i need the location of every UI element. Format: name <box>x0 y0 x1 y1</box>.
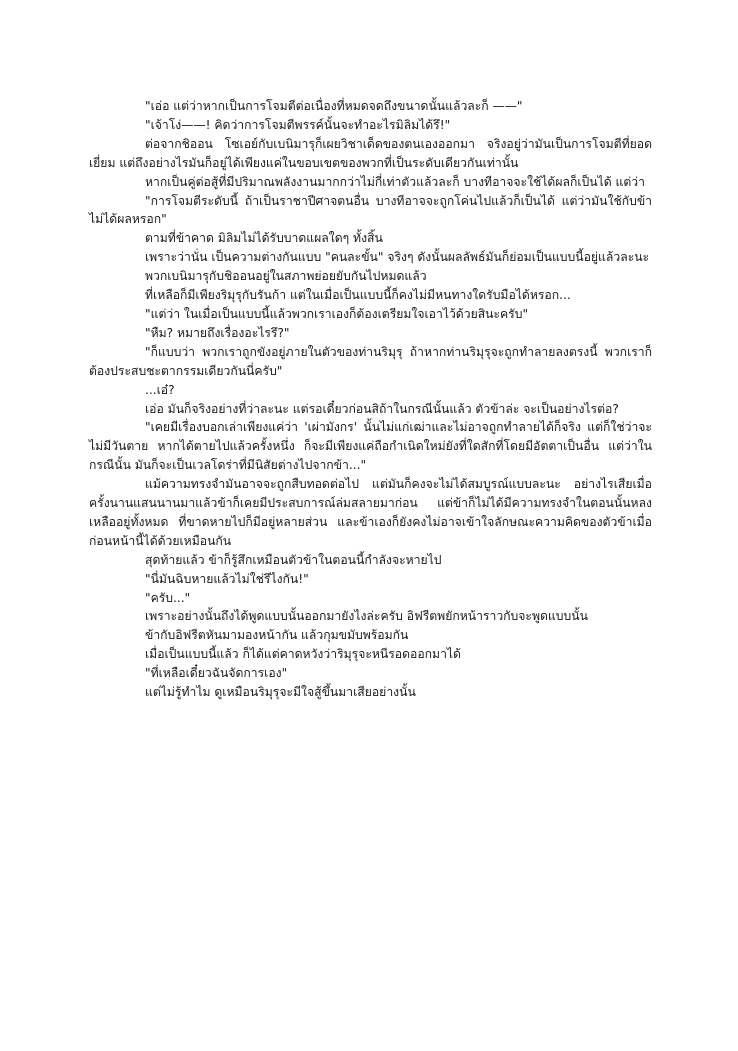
paragraph: เมื่อเป็นแบบนี้แล้ว ก็ได้แต่คาดหวังว่าริมุรุจะหนีรอดออกมาได้ <box>145 647 461 662</box>
paragraph: ข้ากับอิฟรีตหันมามองหน้ากัน แล้วกุมขมับพร้อมกัน <box>145 628 409 643</box>
paragraph: แต่ไม่รู้ทำไม ดูเหมือนริมุรุจะมีใจสู้ขึ้นมาเสียอย่างนั้น <box>145 685 416 700</box>
paragraph: หากเป็นคู่ต่อสู้ที่มีปริมาณพลังงานมากกว่าไม่กี่เท่าตัวแล้วละก็ บางทีอาจจะใช้ได้ผลก็เป็นได้ แต่ว่า <box>145 174 645 189</box>
paragraph: "ที่เหลือเดี๋ยวฉันจัดการเอง" <box>145 666 288 681</box>
paragraph: "ก็แบบว่า พวกเราถูกขังอยู่ภายในตัวของท่านริมุรุ ถ้าหากท่านริมุรุจะถูกทำลายลงตรงนี้ พวกเราก็ต้องประสบชะตากรรมเดียวกันนี่ครับ" <box>89 344 652 378</box>
paragraph: "นี่มันฉิบหายแล้วไม่ใช่รึไงกัน!" <box>145 571 309 586</box>
paragraph: "ครับ..." <box>145 590 191 605</box>
paragraph: ต่อจากชิออน โซเอย์กับเบนิมารุก็เผยวิชาเด็ดของตนเองออกมา จริงอยู่ว่ามันเป็นการโจมตีที่ยอดเยี่ยม แต่ถึงอย่างไรมันก็อยู่ได้เพียงแค่ในขอบเขตของพวกที่เป็นระดับเดียวกันเท่านั้น <box>89 136 652 170</box>
paragraph: ตามที่ข้าคาด มิลิมไม่ได้รับบาดแผลใดๆ ทั้งสิ้น <box>145 231 383 246</box>
paragraph: เอ่อ มันก็จริงอย่างที่ว่าละนะ แต่รอเดี๋ยวก่อนสิถ้าในกรณีนั้นแล้ว ตัวข้าล่ะ จะเป็นอย่างไรต่อ? <box>145 401 619 416</box>
paragraph: ...เอ๋? <box>145 382 175 397</box>
body-text <box>89 97 652 702</box>
paragraph: "แต่ว่า ในเมื่อเป็นแบบนี้แล้วพวกเราเองก็ต้องเตรียมใจเอาไว้ด้วยสินะครับ" <box>145 306 529 321</box>
paragraph: เพราะว่านั่น เป็นความต่างกันแบบ "คนละขั้น" จริงๆ ดังนั้นผลลัพธ์มันก็ย่อมเป็นแบบนี้อยู่แล้วละนะ <box>145 250 650 265</box>
paragraph: เพราะอย่างนั้นถึงได้พูดแบบนั้นออกมายังไงล่ะครับ อิฟรีตพยักหน้าราวกับจะพูดแบบนั้น <box>145 609 588 624</box>
paragraph: "เคยมีเรื่องบอกเล่าเพียงแค่ว่า 'เผ่ามังกร' นั้นไม่แก่เฒ่าและไม่อาจถูกทำลายได้ก็จริง แต่ก็ใช่ว่าจะไม่มีวันตาย หากได้ตายไปแล้วครั้งหนึ่ง ก็จะมีเพียงแค่ถือกำเนิดใหม่ยังที่ใดสักที่โดยมีอัตตาเป็นอื่น แต่ว่าในกรณีนั้น มันก็จะเป็นเวลโดร่าที่มีนิสัยต่างไปจากข้า..." <box>89 420 652 473</box>
paragraph: "เจ้าโง่——! คิดว่าการโจมตีพรรค์นั้นจะทำอะไรมิลิมได้รึ!" <box>145 117 451 132</box>
paragraph: สุดท้ายแล้ว ข้าก็รู้สึกเหมือนตัวข้าในตอนนี้กำลังจะหายไป <box>145 552 442 567</box>
paragraph: พวกเบนิมารุกับชิออนอยู่ในสภาพย่อยยับกันไปหมดแล้ว <box>145 269 427 284</box>
paragraph: "เอ่อ แต่ว่าหากเป็นการโจมตีต่อเนื่องที่หมดจดถึงขนาดนั้นแล้วละก็ ——" <box>145 99 523 113</box>
paragraph: "หืม? หมายถึงเรื่องอะไรรึ?" <box>145 325 290 340</box>
paragraph: "การโจมตีระดับนี้ ถ้าเป็นราชาปีศาจตนอื่น บางทีอาจจะถูกโค่นไปแล้วก็เป็นได้ แต่ว่ามันใช้กับข้าไม่ได้ผลหรอก" <box>89 193 652 227</box>
paragraph: แม้ความทรงจำมันอาจจะถูกสืบทอดต่อไป แต่มันก็คงจะไม่ได้สมบูรณ์แบบละนะ อย่างไรเสียเมื่อครั้งนานแสนนานมาแล้วข้าก็เคยมีประสบการณ์ล่มสลายมาก่อน แต่ข้าก็ไม่ได้มีความทรงจำในตอนนั้นหลงเหลืออยู่ทั้งหมด ที่ขาดหายไปก็มีอยู่หลายส่วน และข้าเองก็ยังคงไม่อาจเข้าใจลักษณะความคิดของตัวข้าเมื่อก่อนหน้านี้ได้ด้วยเหมือนกัน <box>89 477 652 548</box>
paragraph: ที่เหลือก็มีเพียงริมุรุกับรันก้า แต่ในเมื่อเป็นแบบนี้ก็คงไม่มีหนทางใดรับมือได้หรอก... <box>145 288 571 303</box>
